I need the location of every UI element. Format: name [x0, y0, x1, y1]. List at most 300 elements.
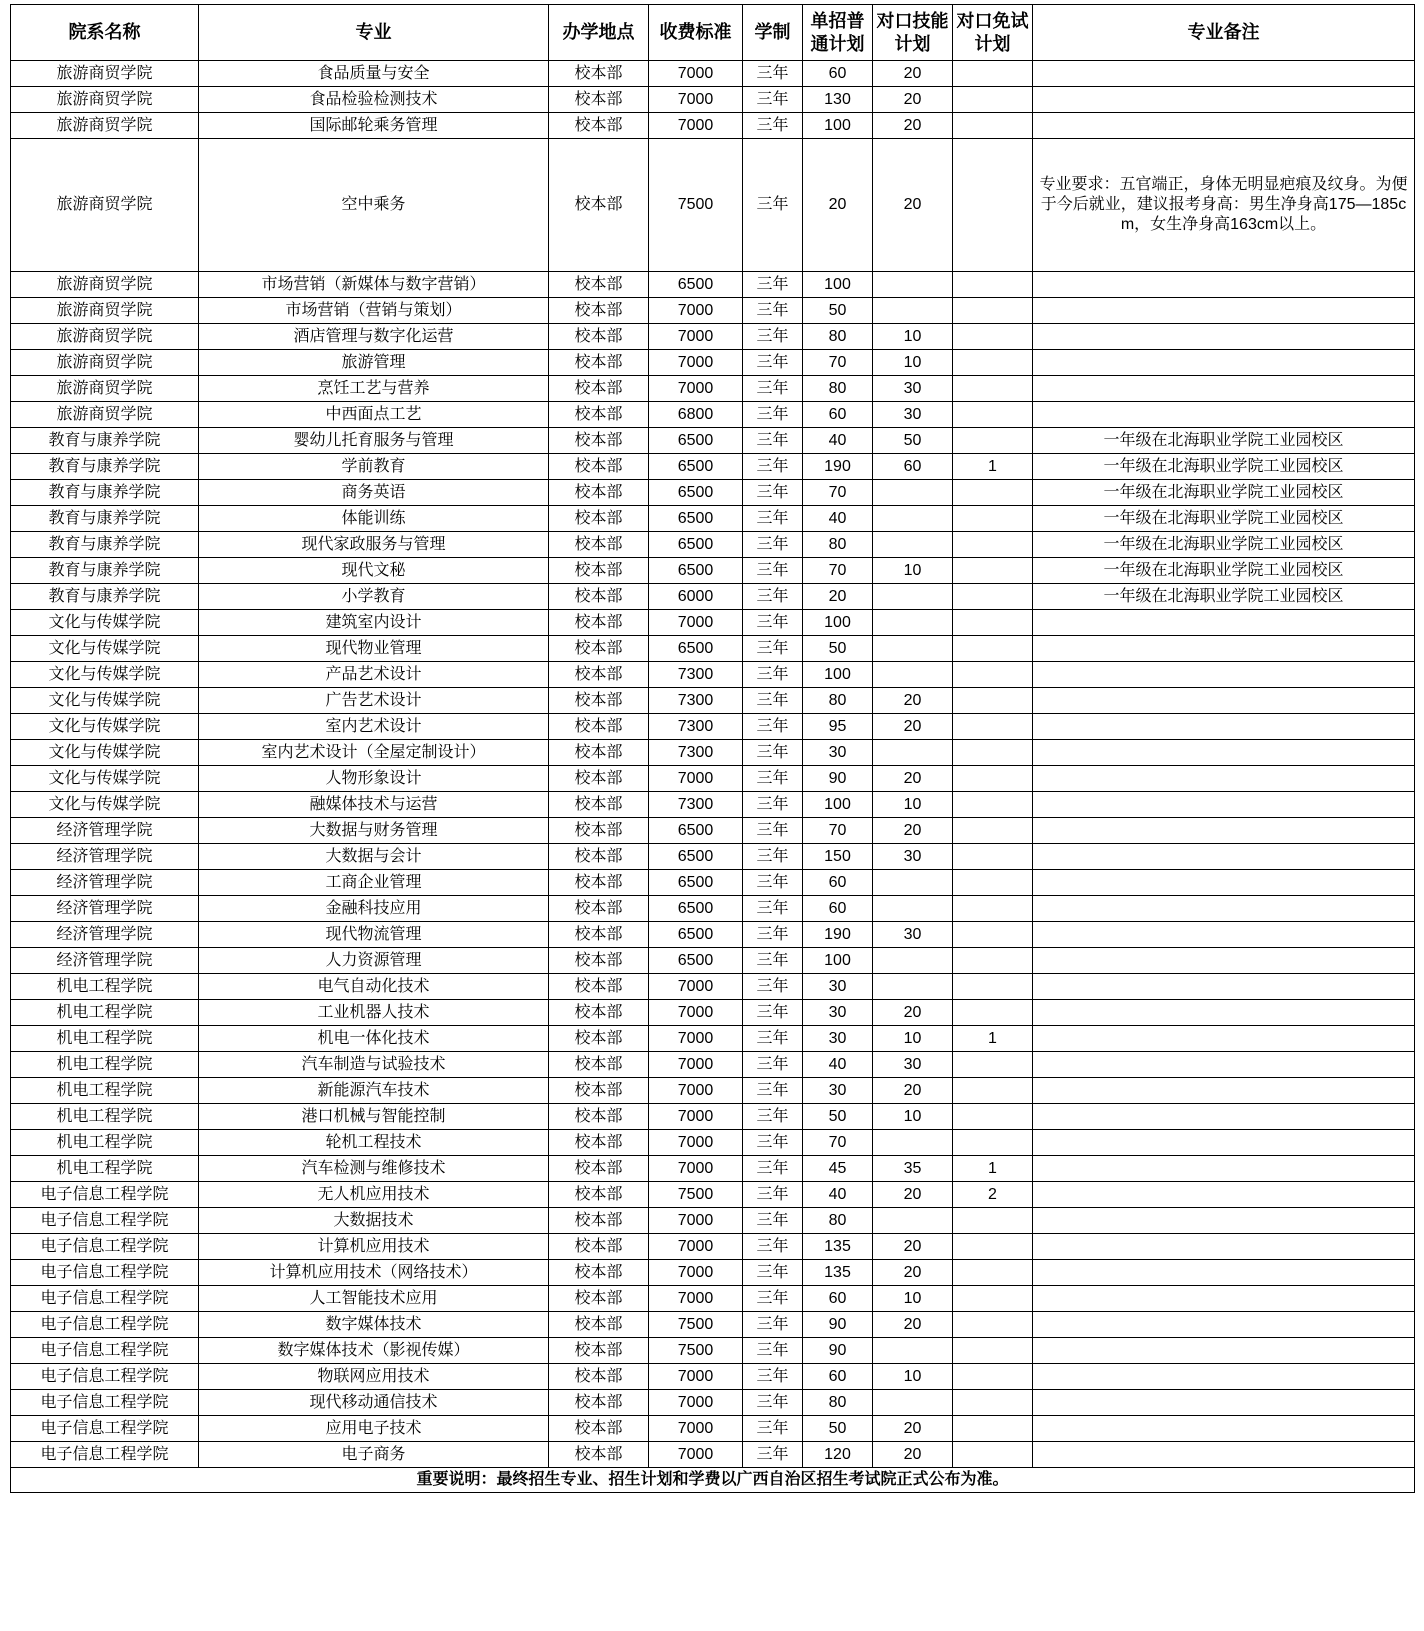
cell-dept: 旅游商贸学院 — [11, 113, 199, 139]
cell-major: 烹饪工艺与营养 — [199, 376, 549, 402]
cell-plan-skill: 20 — [873, 139, 953, 272]
cell-plan-skill — [873, 896, 953, 922]
table-row — [11, 792, 1415, 818]
cell-dept: 教育与康养学院 — [11, 558, 199, 584]
cell-major: 轮机工程技术 — [199, 1130, 549, 1156]
cell-plan-skill: 10 — [873, 1364, 953, 1390]
cell-plan-skill — [873, 1130, 953, 1156]
cell-place: 校本部 — [549, 974, 649, 1000]
cell-major: 国际邮轮乘务管理 — [199, 113, 549, 139]
cell-fee: 6500 — [649, 896, 743, 922]
cell-length: 三年 — [743, 87, 803, 113]
cell-plan-exempt — [953, 1390, 1033, 1416]
cell-fee: 7000 — [649, 1442, 743, 1468]
cell-dept: 经济管理学院 — [11, 818, 199, 844]
cell-major: 计算机应用技术 — [199, 1234, 549, 1260]
cell-fee: 6500 — [649, 558, 743, 584]
table-row — [11, 428, 1415, 454]
cell-note — [1033, 402, 1415, 428]
cell-major: 人力资源管理 — [199, 948, 549, 974]
cell-place: 校本部 — [549, 298, 649, 324]
table-row — [11, 61, 1415, 87]
cell-fee: 6500 — [649, 948, 743, 974]
cell-length: 三年 — [743, 1390, 803, 1416]
column-header-plan-single: 单招普通计划 — [803, 5, 873, 61]
cell-dept: 电子信息工程学院 — [11, 1312, 199, 1338]
cell-plan-single: 130 — [803, 87, 873, 113]
cell-place: 校本部 — [549, 1104, 649, 1130]
cell-major: 新能源汽车技术 — [199, 1078, 549, 1104]
table-row — [11, 324, 1415, 350]
cell-major: 港口机械与智能控制 — [199, 1104, 549, 1130]
column-header-plan-exempt: 对口免试计划 — [953, 5, 1033, 61]
cell-fee: 6500 — [649, 922, 743, 948]
cell-length: 三年 — [743, 948, 803, 974]
cell-fee: 7500 — [649, 1338, 743, 1364]
cell-plan-exempt: 1 — [953, 1026, 1033, 1052]
table-row — [11, 1104, 1415, 1130]
cell-fee: 7000 — [649, 1286, 743, 1312]
cell-dept: 电子信息工程学院 — [11, 1364, 199, 1390]
cell-major: 体能训练 — [199, 506, 549, 532]
cell-plan-single: 90 — [803, 766, 873, 792]
cell-major: 机电一体化技术 — [199, 1026, 549, 1052]
cell-plan-skill: 20 — [873, 1442, 953, 1468]
table-row — [11, 1026, 1415, 1052]
cell-plan-single: 70 — [803, 1130, 873, 1156]
cell-fee: 7000 — [649, 974, 743, 1000]
table-row — [11, 1052, 1415, 1078]
cell-place: 校本部 — [549, 1312, 649, 1338]
cell-note — [1033, 1338, 1415, 1364]
cell-fee: 7000 — [649, 1000, 743, 1026]
cell-dept: 电子信息工程学院 — [11, 1234, 199, 1260]
cell-plan-single: 90 — [803, 1312, 873, 1338]
cell-plan-exempt: 1 — [953, 1156, 1033, 1182]
cell-note: 一年级在北海职业学院工业园校区 — [1033, 428, 1415, 454]
cell-plan-skill: 50 — [873, 428, 953, 454]
cell-plan-skill — [873, 974, 953, 1000]
cell-note — [1033, 870, 1415, 896]
table-row — [11, 844, 1415, 870]
cell-place: 校本部 — [549, 139, 649, 272]
cell-place: 校本部 — [549, 844, 649, 870]
cell-fee: 7000 — [649, 324, 743, 350]
cell-note — [1033, 1078, 1415, 1104]
cell-fee: 7300 — [649, 688, 743, 714]
cell-note — [1033, 1156, 1415, 1182]
cell-plan-skill: 20 — [873, 1260, 953, 1286]
cell-place: 校本部 — [549, 1208, 649, 1234]
cell-length: 三年 — [743, 324, 803, 350]
cell-note — [1033, 662, 1415, 688]
cell-place: 校本部 — [549, 636, 649, 662]
cell-dept: 教育与康养学院 — [11, 480, 199, 506]
cell-fee: 7000 — [649, 376, 743, 402]
cell-plan-skill — [873, 584, 953, 610]
cell-plan-exempt — [953, 922, 1033, 948]
cell-dept: 文化与传媒学院 — [11, 740, 199, 766]
cell-plan-single: 50 — [803, 1416, 873, 1442]
cell-plan-exempt — [953, 584, 1033, 610]
cell-length: 三年 — [743, 662, 803, 688]
cell-plan-skill — [873, 948, 953, 974]
cell-plan-exempt — [953, 87, 1033, 113]
cell-place: 校本部 — [549, 818, 649, 844]
cell-plan-single: 190 — [803, 454, 873, 480]
cell-place: 校本部 — [549, 402, 649, 428]
cell-plan-skill: 20 — [873, 1234, 953, 1260]
cell-dept: 机电工程学院 — [11, 1000, 199, 1026]
cell-length: 三年 — [743, 974, 803, 1000]
cell-dept: 旅游商贸学院 — [11, 350, 199, 376]
cell-length: 三年 — [743, 870, 803, 896]
table-row — [11, 1182, 1415, 1208]
cell-major: 市场营销（营销与策划） — [199, 298, 549, 324]
cell-place: 校本部 — [549, 792, 649, 818]
cell-dept: 经济管理学院 — [11, 948, 199, 974]
cell-fee: 7300 — [649, 740, 743, 766]
cell-plan-exempt — [953, 376, 1033, 402]
cell-note — [1033, 1416, 1415, 1442]
cell-place: 校本部 — [549, 1364, 649, 1390]
cell-major: 室内艺术设计（全屋定制设计） — [199, 740, 549, 766]
cell-plan-skill: 20 — [873, 818, 953, 844]
cell-major: 酒店管理与数字化运营 — [199, 324, 549, 350]
cell-fee: 6500 — [649, 454, 743, 480]
cell-note — [1033, 61, 1415, 87]
cell-fee: 7000 — [649, 350, 743, 376]
table-row — [11, 740, 1415, 766]
cell-fee: 6500 — [649, 480, 743, 506]
cell-major: 现代物流管理 — [199, 922, 549, 948]
cell-plan-single: 70 — [803, 350, 873, 376]
cell-dept: 电子信息工程学院 — [11, 1442, 199, 1468]
cell-note — [1033, 974, 1415, 1000]
cell-length: 三年 — [743, 792, 803, 818]
cell-note — [1033, 87, 1415, 113]
table-row — [11, 272, 1415, 298]
cell-plan-single: 30 — [803, 1078, 873, 1104]
cell-length: 三年 — [743, 636, 803, 662]
cell-plan-exempt — [953, 350, 1033, 376]
cell-plan-exempt — [953, 272, 1033, 298]
cell-dept: 经济管理学院 — [11, 870, 199, 896]
cell-fee: 7000 — [649, 113, 743, 139]
cell-plan-exempt: 2 — [953, 1182, 1033, 1208]
cell-plan-skill: 10 — [873, 792, 953, 818]
table-row — [11, 532, 1415, 558]
cell-plan-exempt — [953, 1078, 1033, 1104]
cell-note — [1033, 818, 1415, 844]
cell-dept: 文化与传媒学院 — [11, 714, 199, 740]
cell-dept: 机电工程学院 — [11, 1130, 199, 1156]
cell-plan-single: 50 — [803, 298, 873, 324]
cell-plan-exempt — [953, 1416, 1033, 1442]
cell-major: 现代物业管理 — [199, 636, 549, 662]
cell-dept: 经济管理学院 — [11, 844, 199, 870]
cell-note — [1033, 1390, 1415, 1416]
cell-major: 金融科技应用 — [199, 896, 549, 922]
table-row — [11, 1234, 1415, 1260]
cell-length: 三年 — [743, 1078, 803, 1104]
cell-plan-skill — [873, 610, 953, 636]
table-row — [11, 818, 1415, 844]
cell-plan-exempt — [953, 1052, 1033, 1078]
cell-major: 汽车制造与试验技术 — [199, 1052, 549, 1078]
cell-length: 三年 — [743, 506, 803, 532]
table-row — [11, 766, 1415, 792]
cell-major: 工业机器人技术 — [199, 1000, 549, 1026]
cell-fee: 6500 — [649, 818, 743, 844]
table-row — [11, 113, 1415, 139]
cell-plan-skill: 30 — [873, 376, 953, 402]
cell-note — [1033, 1000, 1415, 1026]
column-header-note: 专业备注 — [1033, 5, 1415, 61]
cell-fee: 7300 — [649, 714, 743, 740]
cell-fee: 7000 — [649, 766, 743, 792]
cell-note — [1033, 688, 1415, 714]
cell-fee: 7500 — [649, 1312, 743, 1338]
cell-place: 校本部 — [549, 113, 649, 139]
cell-major: 人物形象设计 — [199, 766, 549, 792]
cell-fee: 6500 — [649, 272, 743, 298]
cell-fee: 7000 — [649, 1390, 743, 1416]
cell-dept: 经济管理学院 — [11, 922, 199, 948]
cell-plan-single: 190 — [803, 922, 873, 948]
cell-note — [1033, 1234, 1415, 1260]
cell-place: 校本部 — [549, 532, 649, 558]
cell-fee: 7300 — [649, 792, 743, 818]
cell-plan-skill: 20 — [873, 1078, 953, 1104]
cell-plan-single: 80 — [803, 324, 873, 350]
cell-note — [1033, 636, 1415, 662]
table-row — [11, 896, 1415, 922]
cell-place: 校本部 — [549, 1390, 649, 1416]
cell-fee: 6500 — [649, 532, 743, 558]
table-row — [11, 402, 1415, 428]
cell-plan-exempt — [953, 1234, 1033, 1260]
cell-plan-exempt — [953, 792, 1033, 818]
cell-plan-skill: 30 — [873, 1052, 953, 1078]
cell-note — [1033, 766, 1415, 792]
cell-note — [1033, 1182, 1415, 1208]
table-row — [11, 610, 1415, 636]
cell-place: 校本部 — [549, 662, 649, 688]
cell-plan-single: 80 — [803, 532, 873, 558]
cell-length: 三年 — [743, 376, 803, 402]
cell-major: 融媒体技术与运营 — [199, 792, 549, 818]
table-row — [11, 636, 1415, 662]
cell-plan-exempt — [953, 139, 1033, 272]
cell-fee: 7000 — [649, 1260, 743, 1286]
cell-plan-single: 40 — [803, 428, 873, 454]
cell-place: 校本部 — [549, 454, 649, 480]
table-row — [11, 1260, 1415, 1286]
cell-place: 校本部 — [549, 688, 649, 714]
cell-fee: 6500 — [649, 506, 743, 532]
cell-place: 校本部 — [549, 324, 649, 350]
cell-fee: 7000 — [649, 1416, 743, 1442]
cell-major: 物联网应用技术 — [199, 1364, 549, 1390]
cell-length: 三年 — [743, 714, 803, 740]
cell-place: 校本部 — [549, 350, 649, 376]
cell-place: 校本部 — [549, 922, 649, 948]
cell-fee: 7000 — [649, 1052, 743, 1078]
cell-plan-skill: 30 — [873, 922, 953, 948]
cell-plan-skill: 20 — [873, 1416, 953, 1442]
table-row — [11, 1156, 1415, 1182]
cell-fee: 7000 — [649, 1156, 743, 1182]
cell-note — [1033, 1026, 1415, 1052]
cell-note: 一年级在北海职业学院工业园校区 — [1033, 454, 1415, 480]
cell-plan-exempt — [953, 818, 1033, 844]
cell-place: 校本部 — [549, 1182, 649, 1208]
cell-place: 校本部 — [549, 1156, 649, 1182]
cell-plan-exempt — [953, 610, 1033, 636]
cell-dept: 教育与康养学院 — [11, 532, 199, 558]
cell-place: 校本部 — [549, 766, 649, 792]
cell-plan-exempt — [953, 974, 1033, 1000]
cell-plan-exempt — [953, 402, 1033, 428]
cell-length: 三年 — [743, 1026, 803, 1052]
table-row — [11, 376, 1415, 402]
cell-dept: 旅游商贸学院 — [11, 61, 199, 87]
cell-plan-exempt: 1 — [953, 454, 1033, 480]
cell-major: 汽车检测与维修技术 — [199, 1156, 549, 1182]
cell-length: 三年 — [743, 139, 803, 272]
table-row — [11, 662, 1415, 688]
cell-dept: 电子信息工程学院 — [11, 1390, 199, 1416]
table-row — [11, 298, 1415, 324]
table-row — [11, 1312, 1415, 1338]
cell-plan-exempt — [953, 844, 1033, 870]
cell-plan-exempt — [953, 1000, 1033, 1026]
table-row — [11, 1000, 1415, 1026]
cell-plan-skill: 20 — [873, 61, 953, 87]
cell-note — [1033, 376, 1415, 402]
cell-plan-exempt — [953, 688, 1033, 714]
cell-length: 三年 — [743, 844, 803, 870]
table-row — [11, 139, 1415, 272]
cell-fee: 6000 — [649, 584, 743, 610]
cell-length: 三年 — [743, 558, 803, 584]
cell-plan-exempt — [953, 1104, 1033, 1130]
cell-major: 大数据与财务管理 — [199, 818, 549, 844]
cell-length: 三年 — [743, 818, 803, 844]
cell-dept: 机电工程学院 — [11, 1078, 199, 1104]
important-note: 重要说明：最终招生专业、招生计划和学费以广西自治区招生考试院正式公布为准。 — [11, 1468, 1415, 1493]
cell-length: 三年 — [743, 584, 803, 610]
cell-note: 一年级在北海职业学院工业园校区 — [1033, 480, 1415, 506]
cell-place: 校本部 — [549, 714, 649, 740]
cell-plan-skill — [873, 506, 953, 532]
cell-place: 校本部 — [549, 376, 649, 402]
column-header-dept: 院系名称 — [11, 5, 199, 61]
cell-plan-single: 40 — [803, 1182, 873, 1208]
table-row — [11, 1078, 1415, 1104]
cell-dept: 文化与传媒学院 — [11, 662, 199, 688]
cell-plan-single: 150 — [803, 844, 873, 870]
cell-major: 现代移动通信技术 — [199, 1390, 549, 1416]
cell-note — [1033, 1208, 1415, 1234]
cell-place: 校本部 — [549, 1130, 649, 1156]
cell-dept: 教育与康养学院 — [11, 454, 199, 480]
cell-length: 三年 — [743, 113, 803, 139]
cell-plan-skill: 10 — [873, 324, 953, 350]
cell-length: 三年 — [743, 272, 803, 298]
cell-plan-skill: 20 — [873, 766, 953, 792]
cell-note — [1033, 714, 1415, 740]
cell-major: 现代文秘 — [199, 558, 549, 584]
cell-place: 校本部 — [549, 948, 649, 974]
cell-dept: 文化与传媒学院 — [11, 636, 199, 662]
cell-plan-skill: 20 — [873, 87, 953, 113]
cell-length: 三年 — [743, 1416, 803, 1442]
cell-major: 室内艺术设计 — [199, 714, 549, 740]
cell-length: 三年 — [743, 1364, 803, 1390]
table-row — [11, 584, 1415, 610]
cell-plan-skill: 10 — [873, 1286, 953, 1312]
cell-dept: 旅游商贸学院 — [11, 272, 199, 298]
table-row — [11, 1286, 1415, 1312]
cell-plan-skill: 30 — [873, 844, 953, 870]
cell-plan-skill: 20 — [873, 113, 953, 139]
cell-note — [1033, 896, 1415, 922]
cell-plan-skill: 20 — [873, 1182, 953, 1208]
cell-plan-single: 70 — [803, 480, 873, 506]
cell-plan-exempt — [953, 1286, 1033, 1312]
cell-major: 食品质量与安全 — [199, 61, 549, 87]
cell-place: 校本部 — [549, 61, 649, 87]
cell-length: 三年 — [743, 1156, 803, 1182]
cell-dept: 机电工程学院 — [11, 974, 199, 1000]
cell-note — [1033, 1312, 1415, 1338]
cell-plan-exempt — [953, 948, 1033, 974]
cell-length: 三年 — [743, 1442, 803, 1468]
cell-plan-single: 40 — [803, 1052, 873, 1078]
cell-fee: 7000 — [649, 87, 743, 113]
cell-dept: 电子信息工程学院 — [11, 1182, 199, 1208]
cell-major: 电子商务 — [199, 1442, 549, 1468]
cell-place: 校本部 — [549, 87, 649, 113]
cell-place: 校本部 — [549, 584, 649, 610]
table-header — [11, 5, 1415, 61]
cell-major: 中西面点工艺 — [199, 402, 549, 428]
cell-plan-single: 70 — [803, 818, 873, 844]
cell-length: 三年 — [743, 740, 803, 766]
cell-plan-skill — [873, 1338, 953, 1364]
cell-plan-skill — [873, 662, 953, 688]
table-row — [11, 350, 1415, 376]
cell-place: 校本部 — [549, 1286, 649, 1312]
cell-major: 工商企业管理 — [199, 870, 549, 896]
cell-major: 计算机应用技术（网络技术） — [199, 1260, 549, 1286]
table-row — [11, 948, 1415, 974]
cell-dept: 旅游商贸学院 — [11, 376, 199, 402]
table-row — [11, 974, 1415, 1000]
cell-dept: 文化与传媒学院 — [11, 766, 199, 792]
cell-plan-single: 30 — [803, 1000, 873, 1026]
cell-plan-single: 100 — [803, 792, 873, 818]
cell-fee: 6500 — [649, 428, 743, 454]
cell-major: 广告艺术设计 — [199, 688, 549, 714]
cell-fee: 6800 — [649, 402, 743, 428]
cell-dept: 经济管理学院 — [11, 896, 199, 922]
table-row — [11, 480, 1415, 506]
cell-major: 旅游管理 — [199, 350, 549, 376]
cell-plan-single: 100 — [803, 113, 873, 139]
